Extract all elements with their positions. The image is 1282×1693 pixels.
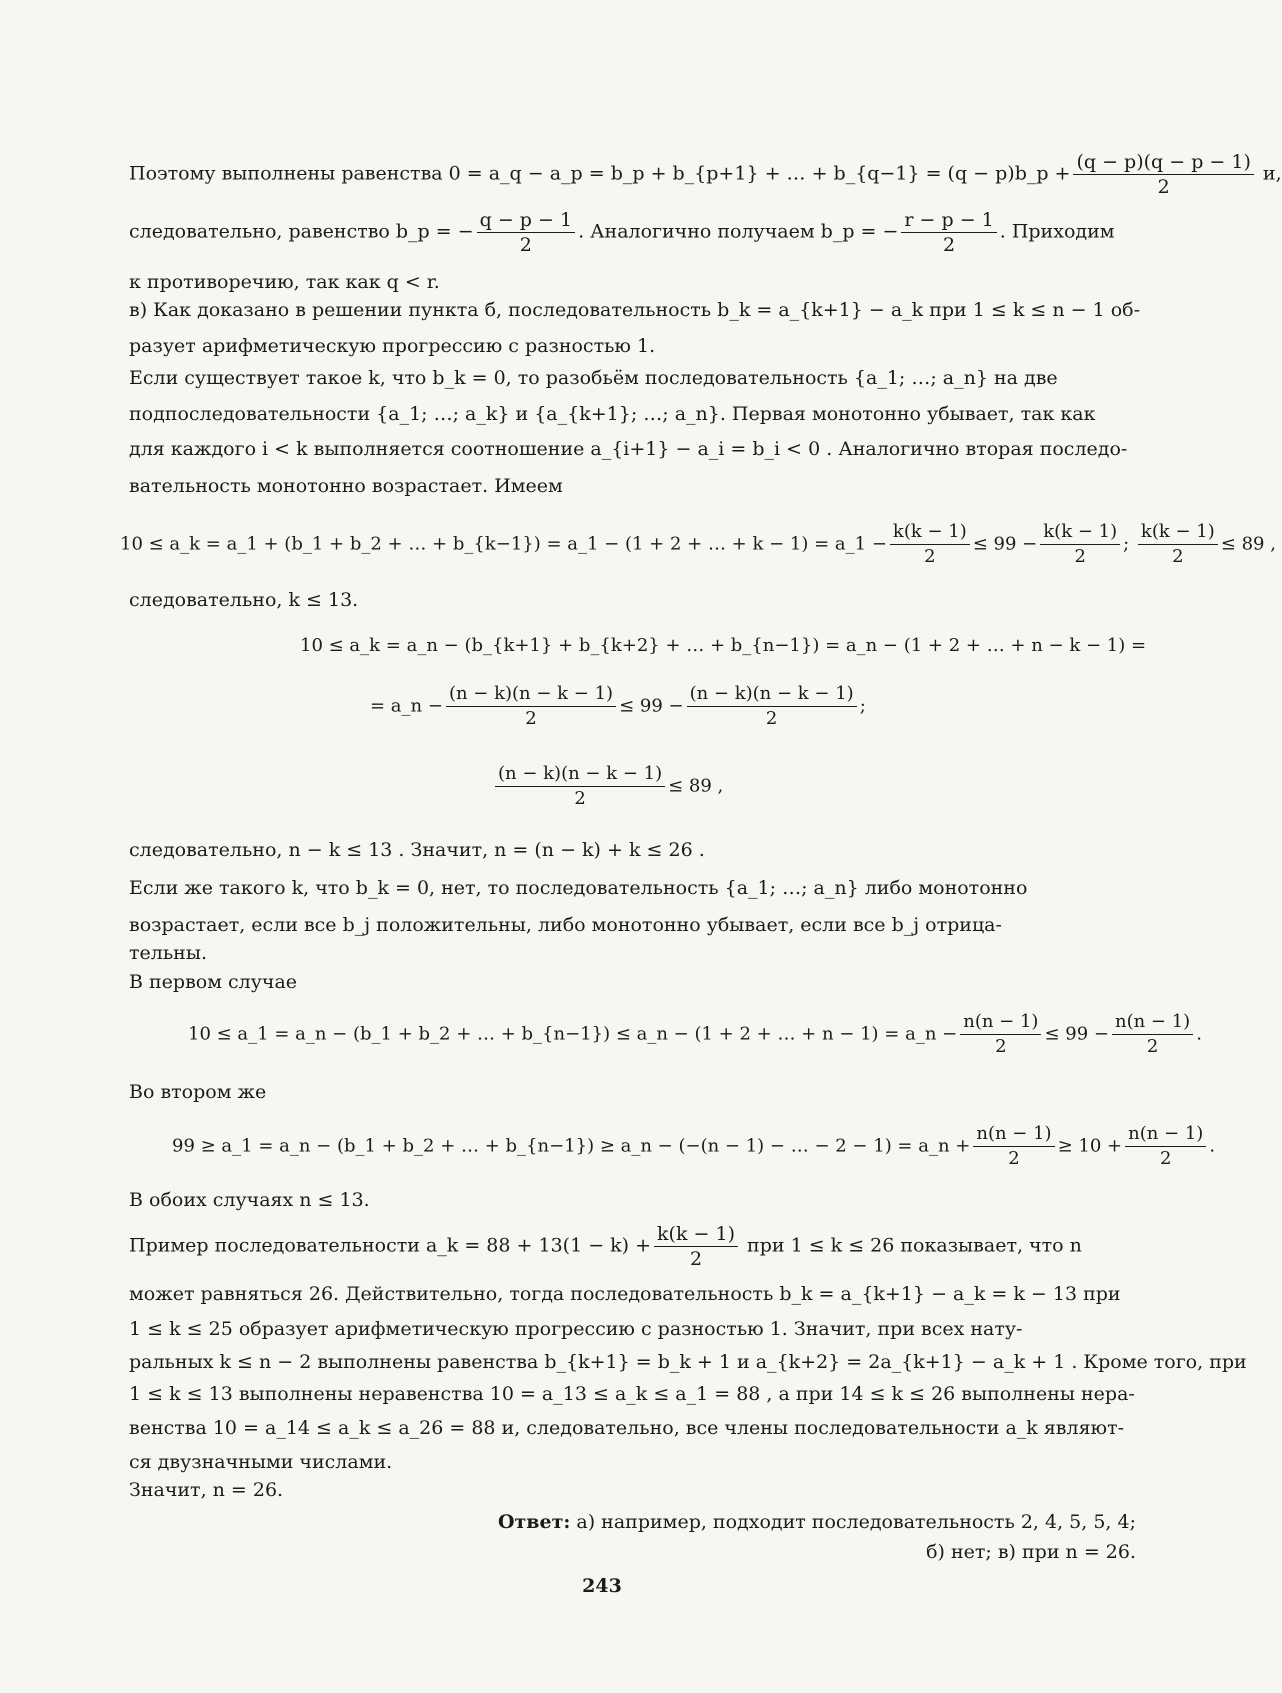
fraction <box>890 520 970 569</box>
fraction-denominator: 2 <box>519 234 532 256</box>
text-line: Во втором же <box>129 1081 267 1103</box>
equation-text: ≤ 89 , <box>1220 533 1276 555</box>
text: следовательно, равенство b_p = − <box>129 220 474 243</box>
fraction <box>1138 520 1218 569</box>
equation-text: ≤ 99 − <box>619 695 684 717</box>
equation: 10 ≤ a_k = a_n − (b_{k+1} + b_{k+2} + … + b_{n−1}) = a_n − (1 + 2 + … + n − k − 1) = <box>300 635 1147 656</box>
text-line: к противоречию, так как q < r. <box>129 271 440 293</box>
equation-text: ≥ 10 + <box>1057 1135 1123 1157</box>
text-line: венства 10 = a_14 ≤ a_k ≤ a_26 = 88 и, следовательно, все члены последовательности a_k являют- <box>129 1417 1125 1439</box>
fraction <box>1125 1122 1206 1171</box>
fraction-numerator: k(k − 1) <box>1040 520 1120 545</box>
text-line: Если существует такое k, что b_k = 0, то разобьём последовательность {a_1; …; a_n} на две <box>129 367 1058 389</box>
fraction-numerator: n(n − 1) <box>1125 1122 1206 1147</box>
equation-text: 10 ≤ a_1 = a_n − (b_1 + b_2 + … + b_{n−1}) ≤ a_n − (1 + 2 + … + n − 1) = a_n − <box>188 1023 958 1045</box>
fraction-denominator: 2 <box>1159 1148 1172 1169</box>
text-line: 1 ≤ k ≤ 25 образует арифметическую прогрессию с разностью 1. Значит, при всех нату- <box>129 1318 1023 1340</box>
fraction-numerator: (q − p)(q − p − 1) <box>1073 150 1253 175</box>
fraction <box>477 208 575 257</box>
text-line: подпоследовательности {a_1; …; a_k} и {a_{k+1}; …; a_n}. Первая монотонно убывает, так как <box>129 403 1096 425</box>
text-line: ральных k ≤ n − 2 выполнены равенства b_{k+1} = b_k + 1 и a_{k+2} = 2a_{k+1} − a_k + 1 . Кроме того, при <box>129 1351 1247 1373</box>
equation-text: ; <box>859 695 866 717</box>
text-line <box>129 208 1115 257</box>
text-line: возрастает, если все b_j положительны, либо монотонно убывает, если все b_j отрица- <box>129 914 1002 936</box>
text: и, <box>1262 162 1282 185</box>
fraction <box>654 1222 738 1271</box>
fraction-numerator: q − p − 1 <box>477 208 575 233</box>
text-line: вательность монотонно возрастает. Имеем <box>129 475 563 497</box>
equation-text: ≤ 89 , <box>668 775 724 797</box>
text: Пример последовательности a_k = 88 + 13(1 − k) + <box>129 1234 652 1257</box>
text-line: В обоих случаях n ≤ 13. <box>129 1189 370 1211</box>
fraction-numerator: r − p − 1 <box>901 208 996 233</box>
fraction-denominator: 2 <box>525 708 537 729</box>
equation-text: . <box>1196 1023 1202 1045</box>
fraction <box>973 1122 1054 1171</box>
equation <box>172 1122 1215 1171</box>
fraction-numerator: k(k − 1) <box>654 1222 738 1247</box>
fraction-numerator: (n − k)(n − k − 1) <box>446 682 616 707</box>
fraction-denominator: 2 <box>765 708 778 729</box>
equation-text: = a_n − <box>370 695 443 717</box>
fraction-numerator: n(n − 1) <box>1112 1010 1193 1035</box>
fraction-denominator: 2 <box>1172 546 1184 567</box>
text: . Аналогично получаем b_p = − <box>578 220 899 243</box>
fraction <box>1112 1010 1193 1059</box>
fraction-denominator: 2 <box>995 1036 1007 1057</box>
text-line: для каждого i < k выполняется соотношение a_{i+1} − a_i = b_i < 0 . Аналогично вторая последо- <box>129 438 1128 460</box>
equation-text: 10 ≤ a_k = a_1 + (b_1 + b_2 + … + b_{k−1}) = a_1 − (1 + 2 + … + k − 1) = a_1 − <box>120 533 887 555</box>
fraction-denominator: 2 <box>1146 1036 1159 1057</box>
fraction-denominator: 2 <box>574 788 586 809</box>
equation-text: Поэтому выполнены равенства 0 = a_q − a_p = b_p + b_{p+1} + … + b_{q−1} = (q − p)b_p + <box>129 162 1071 185</box>
text-line: Если же такого k, что b_k = 0, нет, то последовательность {a_1; …; a_n} либо монотонно <box>129 877 1028 899</box>
fraction-numerator: k(k − 1) <box>1138 520 1218 545</box>
fraction <box>1040 520 1120 569</box>
fraction <box>495 762 665 811</box>
text-line: ся двузначными числами. <box>129 1451 393 1473</box>
text: при 1 ≤ k ≤ 26 показывает, что n <box>747 1234 1082 1257</box>
text-line: может равняться 26. Действительно, тогда последовательность b_k = a_{k+1} − a_k = k − 13 при <box>129 1283 1121 1305</box>
fraction-denominator: 2 <box>924 546 936 567</box>
fraction-numerator: (n − k)(n − k − 1) <box>687 682 857 707</box>
fraction <box>960 1010 1041 1059</box>
equation-text: . <box>1209 1135 1216 1157</box>
fraction-denominator: 2 <box>1008 1148 1020 1169</box>
text-line: следовательно, k ≤ 13. <box>129 589 359 611</box>
fraction-denominator: 2 <box>1157 176 1170 198</box>
text-line: В первом случае <box>129 971 298 993</box>
text-line: следовательно, n − k ≤ 13 . Значит, n = (n − k) + k ≤ 26 . <box>129 839 705 861</box>
fraction <box>901 208 996 257</box>
fraction <box>446 682 616 731</box>
equation <box>120 520 1276 569</box>
text-line: разует арифметическую прогрессию с разностью 1. <box>129 335 656 357</box>
answer-line: б) нет; в) при n = 26. <box>926 1541 1136 1563</box>
text-line <box>129 1222 1082 1271</box>
fraction-numerator: (n − k)(n − k − 1) <box>495 762 665 787</box>
fraction-denominator: 2 <box>943 234 956 256</box>
fraction-numerator: k(k − 1) <box>890 520 970 545</box>
equation <box>492 762 723 811</box>
equation-text: 99 ≥ a_1 = a_n − (b_1 + b_2 + … + b_{n−1}) ≥ a_n − (−(n − 1) − … − 2 − 1) = a_n + <box>172 1135 971 1157</box>
text-line: Значит, n = 26. <box>129 1479 284 1501</box>
fraction <box>687 682 857 731</box>
text-line <box>129 150 1282 199</box>
text: . Приходим <box>999 220 1115 243</box>
fraction-numerator: n(n − 1) <box>960 1010 1041 1035</box>
equation-text: ≤ 99 − <box>972 533 1038 555</box>
page-number: 243 <box>582 1575 622 1597</box>
answer-label: Ответ: <box>497 1511 571 1533</box>
fraction-denominator: 2 <box>1074 546 1086 567</box>
equation <box>370 682 866 731</box>
text-line: тельны. <box>129 942 207 964</box>
fraction <box>1073 150 1253 199</box>
fraction-numerator: n(n − 1) <box>973 1122 1054 1147</box>
answer-text: а) например, подходит последовательность 2, 4, 5, 5, 4; <box>576 1511 1136 1533</box>
answer-line <box>498 1510 1136 1534</box>
equation <box>188 1010 1202 1059</box>
equation-text: ; <box>1123 533 1130 555</box>
equation-text: ≤ 99 − <box>1044 1023 1109 1045</box>
text-line: в) Как доказано в решении пункта б, последовательность b_k = a_{k+1} − a_k при 1 ≤ k ≤ n − 1 об- <box>129 299 1141 321</box>
text-line: 1 ≤ k ≤ 13 выполнены неравенства 10 = a_13 ≤ a_k ≤ a_1 = 88 , а при 14 ≤ k ≤ 26 выполнены нера- <box>129 1383 1135 1405</box>
fraction-denominator: 2 <box>689 1248 703 1270</box>
